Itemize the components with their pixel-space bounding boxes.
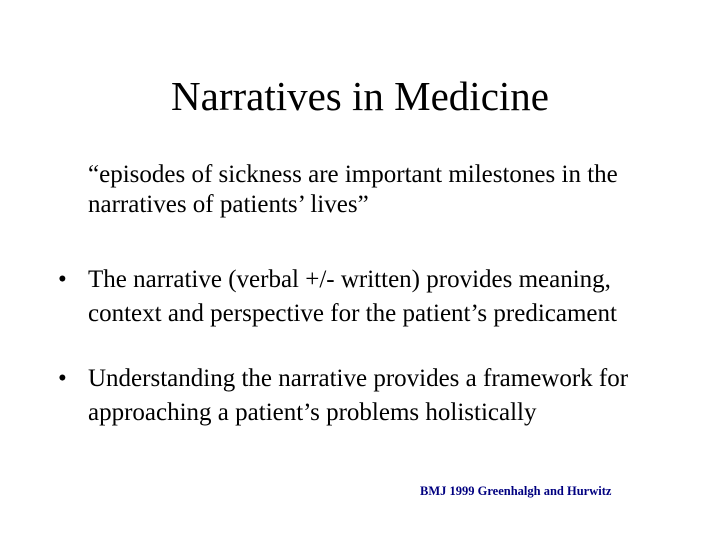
citation: BMJ 1999 Greenhalgh and Hurwitz — [420, 484, 612, 498]
bullet-item — [58, 263, 678, 331]
bullet-text: The narrative (verbal +/- written) provides meaning, context and perspective for the patient’s predicament — [88, 266, 617, 327]
bullet-item — [58, 362, 678, 430]
bullet-marker: • — [58, 266, 67, 293]
quote-text: “episodes of sickness are important milestones in the narratives of patients’ lives” — [88, 161, 618, 218]
bullet-marker: • — [58, 365, 67, 392]
bullet-list — [58, 263, 678, 461]
bullet-text: Understanding the narrative provides a framework for approaching a patient’s problems holistically — [88, 365, 629, 426]
slide-title: Narratives in Medicine — [171, 73, 549, 119]
